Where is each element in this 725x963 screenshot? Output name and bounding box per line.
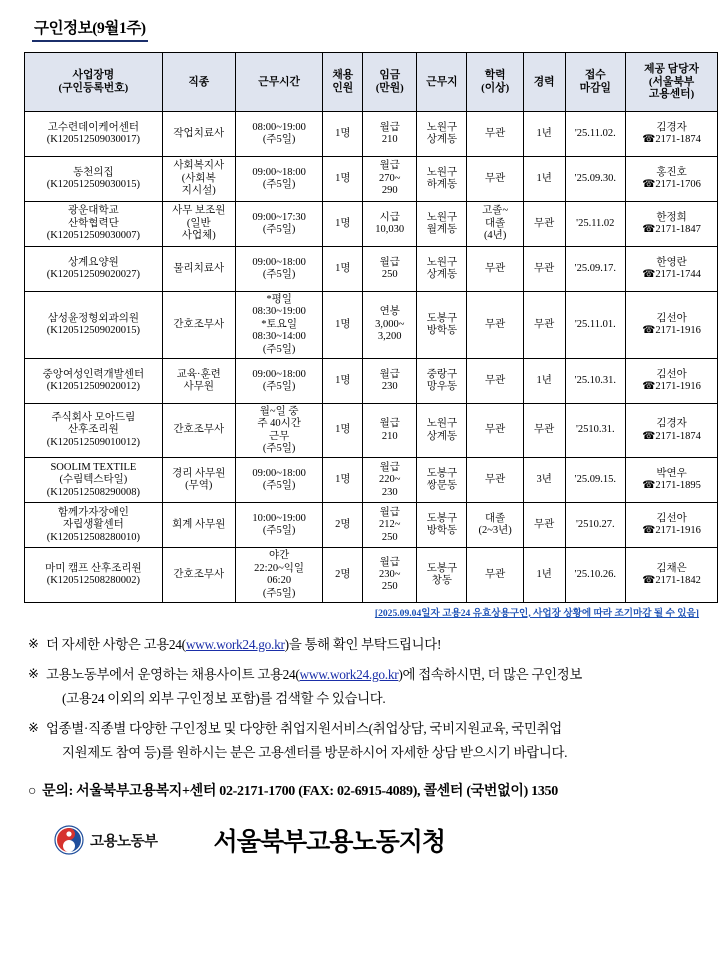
column-header-job: 직종 — [162, 53, 235, 112]
staff-phone: ☎2171-1842 — [642, 575, 701, 587]
contact-line — [28, 780, 703, 800]
column-header-staff: 제공 담당자 (서울북부 고용센터) — [626, 53, 718, 112]
cell-pay — [363, 157, 417, 202]
cell-location — [417, 358, 467, 403]
cell-staff — [626, 548, 718, 603]
work-time: 08:00~19:00 — [252, 121, 306, 133]
cell-career: 무관 — [523, 202, 565, 247]
cell-pay — [363, 358, 417, 403]
location-value: 도봉구 — [426, 513, 458, 524]
company-name: 자립생활센터 — [62, 519, 124, 531]
column-header-career: 경력 — [523, 53, 565, 112]
note-text-after: )을 통해 확인 부탁드립니다! — [284, 636, 442, 652]
work-time: 08:30~14:00 — [252, 331, 306, 343]
notes-section — [28, 633, 703, 764]
company-name: 산학협력단 — [68, 217, 119, 229]
education-level: 대졸 — [484, 513, 506, 524]
cell-deadline: '25.11.01. — [565, 292, 626, 359]
pay-value: 월급 — [379, 556, 400, 568]
pay-value: 3,000~ — [375, 318, 405, 330]
government-emblem-icon — [54, 825, 84, 855]
location-value: 상계동 — [426, 430, 458, 442]
pay-value: 연봉 — [379, 306, 400, 318]
cell-headcount: 1명 — [323, 157, 363, 202]
pay-value: 290 — [381, 185, 398, 197]
cell-headcount: 1명 — [323, 112, 363, 157]
pay-value: 250 — [381, 269, 398, 280]
cell-staff — [626, 503, 718, 548]
cell-job — [162, 403, 235, 458]
staff-name: 김경자 — [656, 121, 687, 133]
cell-headcount: 2명 — [323, 548, 363, 603]
location-value: 도봉구 — [426, 562, 458, 574]
cell-job — [162, 292, 235, 359]
location-value: 상계동 — [426, 134, 458, 145]
company-name: 삼성윤정형외과의원 — [47, 312, 140, 324]
education-level: 고졸~ — [482, 205, 509, 217]
location-value: 상계동 — [426, 269, 458, 280]
location-value: 하계동 — [426, 179, 458, 190]
cell-education — [467, 202, 523, 247]
cell-company — [25, 358, 163, 403]
education-level: 무관 — [484, 318, 506, 330]
company-code: (K120512508280010) — [46, 531, 141, 543]
location-value: 망우동 — [426, 380, 458, 392]
column-header-pay: 임금 (만원) — [363, 53, 417, 112]
company-name: 상계요양원 — [68, 256, 119, 268]
company-name: 광운대학교 — [68, 205, 119, 217]
pay-value: 시급 — [379, 211, 400, 223]
company-code: (K120512509020027) — [46, 269, 141, 280]
cell-job — [162, 202, 235, 247]
company-code: (K120512509030007) — [46, 230, 141, 242]
company-code: (K120512509030015) — [46, 179, 141, 190]
company-code: (K120512509020015) — [46, 324, 141, 336]
pay-value: 230~ — [379, 568, 401, 580]
cell-location — [417, 292, 467, 359]
cell-staff — [626, 202, 718, 247]
table-row — [25, 503, 718, 548]
pay-value: 월급 — [379, 121, 400, 133]
job-title: 간호조무사 — [173, 318, 225, 330]
cell-deadline: '25.10.31. — [565, 358, 626, 403]
note-text — [46, 633, 703, 656]
job-listings-table — [24, 52, 718, 603]
column-header-deadline: 접수 마감일 — [565, 53, 626, 112]
pay-value: 250 — [381, 531, 398, 543]
work-time: 09:00~18:00 — [252, 468, 306, 479]
cell-career: 1년 — [523, 112, 565, 157]
table-row — [25, 112, 718, 157]
work-time: *평일 — [266, 294, 292, 305]
job-title: 간호조무사 — [173, 568, 225, 580]
cell-job — [162, 358, 235, 403]
job-title: 간호조무사 — [173, 424, 225, 436]
work-time: 10:00~19:00 — [252, 513, 306, 524]
cell-headcount: 1명 — [323, 458, 363, 503]
cell-location — [417, 202, 467, 247]
cell-worktime — [235, 112, 323, 157]
work-time: (주5일) — [262, 224, 296, 235]
table-row — [25, 157, 718, 202]
work-time: 근무 — [268, 430, 290, 442]
cell-job — [162, 458, 235, 503]
location-value: 방학동 — [426, 525, 458, 537]
cell-worktime — [235, 403, 323, 458]
cell-pay — [363, 247, 417, 292]
job-title: 물리치료사 — [173, 262, 225, 274]
cell-deadline: '2510.31. — [565, 403, 626, 458]
education-level: 무관 — [484, 568, 506, 580]
job-subtitle: 지시설) — [181, 185, 216, 197]
cell-location — [417, 157, 467, 202]
job-title: 작업치료사 — [173, 127, 225, 139]
company-name: 중앙여성인력개발센터 — [42, 368, 145, 380]
pay-value: 230 — [381, 380, 398, 392]
note-item — [28, 717, 703, 764]
work-time: 22:20~익일 — [254, 562, 305, 574]
work-time: 09:00~18:00 — [252, 166, 306, 178]
education-level: 무관 — [484, 474, 506, 486]
education-level: 무관 — [484, 127, 506, 139]
note-bullet-mark: ※ — [28, 720, 39, 736]
pay-value: 3,200 — [377, 331, 402, 343]
job-subtitle: 사무원 — [183, 380, 214, 392]
cell-job — [162, 247, 235, 292]
cell-company — [25, 292, 163, 359]
job-title: 회계 사무원 — [172, 519, 226, 531]
cell-company — [25, 503, 163, 548]
job-subtitle: (일반 — [186, 217, 211, 229]
staff-name: 한영란 — [656, 256, 687, 268]
work-time: 09:00~18:00 — [252, 368, 306, 380]
table-row — [25, 403, 718, 458]
cell-education — [467, 548, 523, 603]
note-text-line2: (고용24 이외의 외부 구인정보 포함)를 검색할 수 있습니다. — [62, 690, 386, 706]
cell-pay — [363, 403, 417, 458]
cell-staff — [626, 358, 718, 403]
work-time: 09:00~17:30 — [252, 211, 306, 223]
staff-name: 김채은 — [656, 562, 687, 574]
staff-phone: ☎2171-1847 — [642, 224, 701, 235]
pay-value: 월급 — [379, 368, 400, 380]
table-row — [25, 202, 718, 247]
pay-value: 월급 — [379, 461, 400, 473]
staff-phone: ☎2171-1874 — [642, 134, 701, 145]
cell-deadline: '25.09.17. — [565, 247, 626, 292]
cell-location — [417, 503, 467, 548]
cell-worktime — [235, 503, 323, 548]
staff-name: 김선아 — [656, 368, 687, 380]
cell-education — [467, 458, 523, 503]
work-time: (주5일) — [262, 443, 296, 454]
cell-career: 무관 — [523, 403, 565, 458]
note-text-line2: 지원제도 참여 등)를 원하시는 분은 고용센터를 방문하시어 자세한 상담 받으시기 바랍니다. — [62, 744, 568, 760]
cell-education — [467, 112, 523, 157]
company-name: 산후조리원 — [68, 424, 119, 436]
cell-career: 1년 — [523, 157, 565, 202]
company-name: 주식회사 모아드림 — [51, 412, 136, 424]
work-time: 06:20 — [267, 575, 292, 587]
location-value: 창동 — [431, 575, 453, 587]
cell-job — [162, 503, 235, 548]
cell-headcount: 1명 — [323, 247, 363, 292]
note-bullet-mark: ※ — [28, 635, 39, 651]
cell-company — [25, 202, 163, 247]
table-header-row — [25, 53, 718, 112]
cell-staff — [626, 458, 718, 503]
location-value: 도봉구 — [426, 468, 458, 479]
column-header-headcount: 채용 인원 — [323, 53, 363, 112]
work-time: (주5일) — [262, 480, 296, 492]
table-row — [25, 548, 718, 603]
cell-headcount: 1명 — [323, 292, 363, 359]
work-time: (주5일) — [262, 525, 296, 537]
cell-company — [25, 247, 163, 292]
cell-staff — [626, 292, 718, 359]
location-value: 중랑구 — [426, 368, 458, 380]
company-code: (K120512509020012) — [46, 380, 141, 392]
job-title: 사회복지사 — [173, 160, 225, 172]
pay-value: 월급 — [379, 256, 400, 268]
cell-staff — [626, 112, 718, 157]
contact-text: 문의: 서울북부고용복지+센터 02-2171-1700 (FAX: 02-6915-4089), 콜센터 (국번없이) 1350 — [42, 784, 558, 800]
cell-job — [162, 157, 235, 202]
staff-phone: ☎2171-1706 — [642, 179, 701, 190]
pay-value: 212~ — [379, 519, 401, 531]
table-row — [25, 292, 718, 359]
pay-value: 210 — [381, 134, 398, 145]
education-detail: (2~3년) — [478, 525, 512, 537]
page-title — [32, 16, 148, 42]
cell-career: 무관 — [523, 503, 565, 548]
education-level: 무관 — [484, 262, 506, 274]
staff-phone: ☎2171-1916 — [642, 525, 701, 537]
cell-staff — [626, 157, 718, 202]
job-subtitle: (무역) — [185, 480, 213, 492]
work-time: 주 40시간 — [257, 418, 301, 430]
note-text-before: 고용노동부에서 운영하는 채용사이트 고용24( — [46, 667, 300, 683]
cell-education — [467, 503, 523, 548]
company-name: 마미 캠프 산후조리원 — [45, 562, 142, 574]
education-detail: 대졸 — [484, 217, 506, 229]
cell-pay — [363, 548, 417, 603]
cell-pay — [363, 202, 417, 247]
office-name: 서울북부고용노동지청 — [213, 829, 446, 857]
cell-location — [417, 247, 467, 292]
note-text — [46, 717, 703, 764]
cell-headcount: 2명 — [323, 503, 363, 548]
location-value: 도봉구 — [426, 312, 458, 324]
work-time: 월~일 중 — [259, 405, 299, 417]
staff-name: 김경자 — [656, 418, 687, 430]
cell-education — [467, 157, 523, 202]
pay-value: 230 — [381, 486, 398, 498]
cell-headcount: 1명 — [323, 202, 363, 247]
location-value: 노원구 — [426, 418, 458, 430]
cell-headcount: 1명 — [323, 403, 363, 458]
cell-deadline: '25.09.30. — [565, 157, 626, 202]
note-item — [28, 663, 703, 710]
location-value: 월계동 — [426, 224, 458, 235]
cell-education — [467, 403, 523, 458]
education-level: 무관 — [484, 374, 506, 386]
pay-value: 210 — [381, 430, 398, 442]
staff-phone: ☎2171-1874 — [642, 430, 701, 442]
pay-value: 10,030 — [375, 224, 405, 235]
company-name: (수림텍스타일) — [59, 474, 128, 486]
work-time: *토요일 — [261, 318, 297, 330]
work-time: (주5일) — [262, 134, 296, 145]
staff-phone: ☎2171-1895 — [642, 480, 701, 492]
company-name: 고수련데이케어센터 — [47, 121, 140, 133]
work-time: (주5일) — [262, 179, 296, 190]
work-time: (주5일) — [262, 380, 296, 392]
staff-name: 김선아 — [656, 513, 687, 524]
cell-job — [162, 112, 235, 157]
note-text — [46, 663, 703, 710]
job-subtitle: (사회복 — [181, 172, 216, 184]
contact-bullet-mark: ○ — [28, 784, 37, 800]
education-level: 무관 — [484, 424, 506, 436]
job-subtitle: 사업체) — [181, 230, 216, 242]
company-name: 함께가자장애인 — [57, 506, 129, 518]
cell-pay — [363, 458, 417, 503]
ministry-name: 고용노동부 — [90, 833, 158, 850]
cell-worktime — [235, 247, 323, 292]
pay-value: 220~ — [379, 474, 401, 486]
staff-phone: ☎2171-1916 — [642, 324, 701, 336]
pay-value: 월급 — [379, 418, 400, 430]
location-value: 노원구 — [426, 211, 458, 223]
work-time: (주5일) — [262, 587, 296, 599]
cell-career: 무관 — [523, 292, 565, 359]
cell-pay — [363, 292, 417, 359]
pay-value: 월급 — [379, 160, 400, 172]
cell-job — [162, 548, 235, 603]
location-value: 노원구 — [426, 166, 458, 178]
cell-company — [25, 548, 163, 603]
table-row — [25, 247, 718, 292]
cell-worktime — [235, 292, 323, 359]
cell-pay — [363, 503, 417, 548]
cell-staff — [626, 403, 718, 458]
cell-career: 3년 — [523, 458, 565, 503]
location-value: 쌍문동 — [426, 480, 458, 492]
work24-link[interactable]: www.work24.go.kr — [185, 636, 285, 652]
cell-education — [467, 247, 523, 292]
pay-value: 270~ — [379, 172, 401, 184]
note-bullet-mark: ※ — [28, 666, 39, 682]
column-header-education: 학력 (이상) — [467, 53, 523, 112]
staff-name: 김선아 — [656, 312, 687, 324]
company-code: (K120512508290008) — [46, 486, 141, 498]
work24-link[interactable]: www.work24.go.kr — [299, 667, 399, 683]
cell-education — [467, 358, 523, 403]
table-footnote: [2025.09.04일자 고용24 유효상용구인, 사업장 상황에 따라 조기마감 될 수 있음] — [374, 607, 699, 619]
cell-career: 1년 — [523, 548, 565, 603]
location-value: 노원구 — [426, 256, 458, 268]
cell-career: 무관 — [523, 247, 565, 292]
footer — [18, 822, 707, 858]
note-text-before: 업종별·직종별 다양한 구인정보 및 다양한 취업지원서비스(취업상담, 국비지원교육, 국민취업 — [46, 721, 562, 737]
cell-career: 1년 — [523, 358, 565, 403]
note-text-before: 더 자세한 사항은 고용24( — [46, 636, 186, 652]
location-value: 방학동 — [426, 324, 458, 336]
staff-phone: ☎2171-1744 — [642, 269, 701, 280]
page-title-text: 구인정보(9월1주) — [32, 16, 148, 42]
education-level: 무관 — [484, 172, 506, 184]
work-time: 08:30~19:00 — [252, 306, 306, 318]
cell-worktime — [235, 358, 323, 403]
cell-location — [417, 548, 467, 603]
job-title: 사무 보조원 — [172, 205, 226, 217]
cell-worktime — [235, 548, 323, 603]
cell-company — [25, 403, 163, 458]
note-text-after: )에 접속하시면, 더 많은 구인정보 — [398, 667, 583, 683]
cell-deadline: '25.09.15. — [565, 458, 626, 503]
column-header-worktime: 근무시간 — [235, 53, 323, 112]
table-row — [25, 458, 718, 503]
cell-deadline: '2510.27. — [565, 503, 626, 548]
work-time: (주5일) — [262, 343, 296, 355]
cell-company — [25, 157, 163, 202]
work-time: (주5일) — [262, 269, 296, 280]
staff-name: 한정희 — [656, 211, 687, 223]
education-detail: (4년) — [483, 230, 507, 242]
cell-deadline: '25.11.02. — [565, 112, 626, 157]
work-time: 야간 — [268, 550, 290, 562]
location-value: 노원구 — [426, 121, 458, 133]
cell-worktime — [235, 458, 323, 503]
cell-deadline: '25.11.02 — [565, 202, 626, 247]
table-body — [25, 112, 718, 603]
work-time: 09:00~18:00 — [252, 256, 306, 268]
cell-deadline: '25.10.26. — [565, 548, 626, 603]
cell-education — [467, 292, 523, 359]
cell-location — [417, 403, 467, 458]
column-header-location: 근무지 — [417, 53, 467, 112]
pay-value: 월급 — [379, 506, 400, 518]
cell-headcount: 1명 — [323, 358, 363, 403]
column-header-company: 사업장명 (구인등록번호) — [25, 53, 163, 112]
job-title: 교육·훈련 — [176, 368, 221, 380]
staff-name: 홍진호 — [656, 166, 687, 178]
cell-pay — [363, 112, 417, 157]
note-item — [28, 633, 703, 656]
cell-location — [417, 112, 467, 157]
company-code: (K120512508280002) — [46, 575, 141, 587]
company-code: (K120512509010012) — [46, 436, 141, 448]
cell-company — [25, 458, 163, 503]
pay-value: 250 — [381, 581, 398, 593]
table-row — [25, 358, 718, 403]
company-name: SOOLIM TEXTILE — [50, 461, 137, 473]
cell-worktime — [235, 157, 323, 202]
company-code: (K120512509030017) — [46, 134, 141, 145]
company-name: 동천의집 — [73, 166, 114, 178]
cell-staff — [626, 247, 718, 292]
job-title: 경리 사무원 — [172, 468, 226, 479]
staff-name: 박연우 — [656, 468, 687, 479]
cell-location — [417, 458, 467, 503]
cell-worktime — [235, 202, 323, 247]
staff-phone: ☎2171-1916 — [642, 380, 701, 392]
cell-company — [25, 112, 163, 157]
